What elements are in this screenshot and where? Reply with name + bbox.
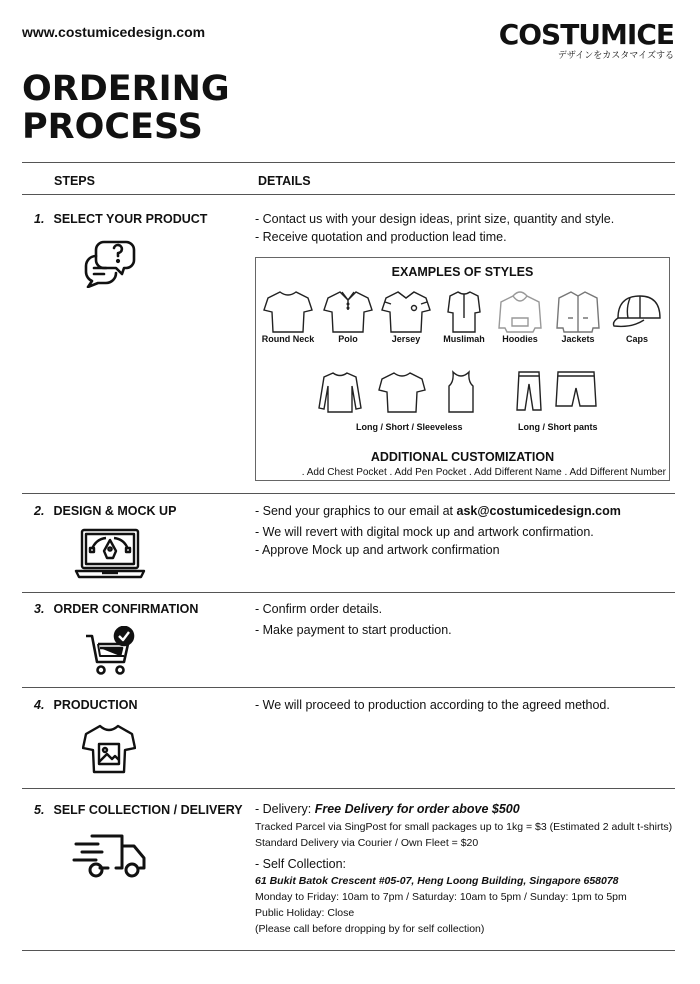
delivery-offer: Free Delivery for order above $500: [314, 802, 520, 816]
step-3-title: [34, 602, 198, 616]
detail-line: [255, 502, 621, 520]
detail-line: - Approve Mock up and artwork confirmation: [255, 543, 500, 557]
divider: [22, 592, 675, 593]
garment-label: Jersey: [391, 334, 421, 344]
step-label: PRODUCTION: [53, 698, 138, 712]
step-number: 3.: [34, 602, 45, 616]
tshirt-print-icon: [82, 722, 136, 776]
step-1-title: [34, 212, 207, 226]
cart-check-icon: [84, 626, 136, 678]
styles-box-title: EXAMPLES OF STYLES: [391, 265, 534, 279]
step-number: 2.: [34, 504, 45, 518]
step-label: ORDER CONFIRMATION: [53, 602, 199, 616]
step-2-details: [255, 502, 621, 559]
divider: [22, 162, 675, 163]
garment-short-pants: [554, 370, 598, 415]
collection-label: - Self Collection:: [255, 857, 347, 871]
garment-label: Long / Short pants: [518, 422, 598, 432]
page-title-line2: PROCESS: [22, 107, 203, 147]
divider: [22, 687, 675, 688]
opening-hours: Public Holiday: Close: [255, 907, 355, 919]
divider: [22, 950, 675, 951]
step-label: SELF COLLECTION / DELIVERY: [53, 803, 243, 817]
step-4-details: [255, 696, 610, 714]
contact-email[interactable]: ask@costumicedesign.com: [456, 504, 621, 518]
delivery-prefix: - Delivery:: [255, 802, 315, 816]
detail-line: - We will proceed to production according to the agreed method.: [255, 698, 610, 712]
brand-tagline: デザインをカスタマイズする: [557, 51, 674, 61]
step-number: 5.: [34, 803, 45, 817]
brand-logo: [499, 20, 674, 62]
opening-hours: (Please call before dropping by for self collection): [255, 923, 485, 935]
page-title-line1: ORDERING: [22, 69, 230, 109]
garment-sleeveless: [444, 370, 478, 419]
collection-address: 61 Bukit Batok Crescent #05-07, Heng Loong Building, Singapore 658078: [255, 875, 619, 887]
step-label: SELECT YOUR PRODUCT: [53, 212, 208, 226]
garment-jackets: [548, 288, 608, 344]
garment-caps: [606, 288, 668, 344]
garment-short-sleeve: [378, 370, 426, 419]
step-2-title: [34, 504, 176, 518]
detail-prefix: - Send your graphics to our email at: [255, 504, 457, 518]
step-3-details: [255, 600, 452, 639]
garment-label: Jackets: [561, 334, 595, 344]
column-header-details: DETAILS: [258, 174, 311, 188]
garment-label: Long / Short / Sleeveless: [356, 422, 463, 432]
delivery-truck-icon: [72, 830, 148, 882]
detail-line: - We will revert with digital mock up and artwork confirmation.: [255, 525, 594, 539]
customization-options: . Add Chest Pocket . Add Pen Pocket . Add Different Name . Add Different Number: [301, 467, 666, 478]
detail-line: - Receive quotation and production lead time.: [255, 230, 507, 244]
step-label: DESIGN & MOCK UP: [53, 504, 177, 518]
laptop-pen-icon: [74, 527, 146, 579]
customization-title: ADDITIONAL CUSTOMIZATION: [370, 450, 555, 464]
website-url: www.costumicedesign.com: [22, 24, 206, 40]
step-number: 4.: [34, 698, 45, 712]
garment-jersey: [376, 288, 436, 344]
divider: [22, 788, 675, 789]
step-4-title: [34, 698, 138, 712]
detail-line: [255, 800, 672, 818]
brand-name: COSTUMICE: [498, 18, 674, 51]
detail-line: - Confirm order details.: [255, 602, 383, 616]
garment-hoodies: [490, 288, 550, 344]
garment-round-neck: [258, 288, 318, 344]
detail-line: - Make payment to start production.: [255, 623, 452, 637]
garment-label: Round Neck: [261, 334, 315, 344]
garment-label: Muslimah: [443, 334, 485, 344]
garment-polo: [318, 288, 378, 344]
step-5-title: [34, 803, 243, 817]
garment-label: Polo: [338, 334, 358, 344]
delivery-line: Standard Delivery via Courier / Own Fleet = $20: [255, 837, 479, 849]
step-1-details: [255, 210, 614, 246]
chat-question-icon: [82, 236, 136, 288]
detail-line: - Contact us with your design ideas, print size, quantity and style.: [255, 212, 615, 226]
garment-label: Hoodies: [502, 334, 538, 344]
opening-hours: Monday to Friday: 10am to 7pm / Saturday: 10am to 5pm / Sunday: 1pm to 5pm: [255, 891, 627, 903]
page-title: [22, 70, 230, 146]
divider: [22, 194, 675, 195]
divider: [22, 493, 675, 494]
garment-label: Caps: [625, 334, 648, 344]
garment-long-sleeve: [318, 370, 362, 419]
delivery-line: Tracked Parcel via SingPost for small packages up to 1kg = $3 (Estimated 2 adult t-shirts): [255, 821, 673, 833]
column-header-steps: STEPS: [54, 174, 95, 188]
step-number: 1.: [34, 212, 45, 226]
step-5-details: [255, 800, 672, 937]
garment-long-pants: [513, 370, 545, 419]
garment-muslimah: [434, 288, 494, 344]
styles-examples-box: [255, 257, 670, 481]
